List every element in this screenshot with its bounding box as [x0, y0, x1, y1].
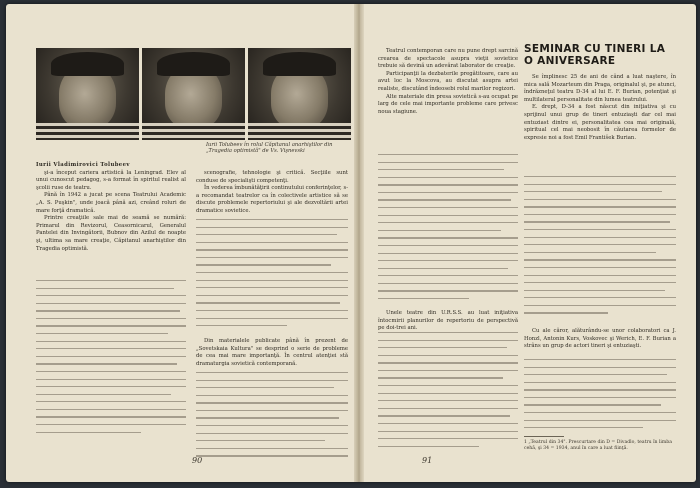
left-page [6, 4, 354, 482]
right-column-1 [378, 48, 518, 116]
striped-shirt [36, 123, 139, 140]
text-lines [378, 332, 518, 453]
text-lines [524, 359, 676, 435]
paragraph: scenografie, tehnologie şi critică. Secţiile sunt conduse de specialişti competenţi. [196, 170, 348, 184]
actor-photo-2 [142, 48, 245, 140]
striped-shirt [142, 123, 245, 140]
actor-photo-1 [36, 48, 139, 140]
paragraph: Se împlinesc 25 de ani de când a luat naştere, în mica sală Mozarteum din Praga, originalul şi, pe atunci, îndrăzneţul teatru D-34 al lui E. F. Burian, potenţiat şi multilateral personalitate din lumea teatrului. [524, 74, 676, 103]
text-lines [196, 219, 348, 333]
text-lines [196, 372, 348, 463]
paragraph: Alte materiale din presa sovietică s-au ocupat pe larg de cele mai importante probleme care privesc noua stagiune. [378, 93, 518, 115]
left-column-2b [196, 338, 348, 368]
paragraph: E. drept, D-34 a fost născut din iniţiativa şi cu sprijinul unui grup de tineri entuziaşti dar cel mai entuziast dintre ei, personalitatea cea mai originală, spiritual cel mai neobosit în căutarea formelor de expresie noi a fost Emil František Burian. [524, 104, 676, 141]
right-column-2b [524, 328, 676, 351]
right-column-1b [378, 310, 518, 333]
paragraph: Cu ale căror, alăturându-se unor colaboratori ca J. Honzl, Antonin Kurs, Voskovec şi Werich, E. F. Burian a strâns un grup de actori tineri şi entuziaşti. [524, 328, 676, 350]
paragraph: Până în 1942 a jucat pe scena Teatrului Academic „A. S. Puşkin", unde joacă până azi, creând roluri de mare forţă dramatică. [36, 192, 186, 214]
paragraph: În vederea îmbunătăţirii continutului conferinţelor, s-a recomandat teatrelor ca în colectivele artistice să se discute problemele repertoriului şi ale dezvoltării artei dramatice sovietice. [196, 185, 348, 214]
actor-cap [263, 52, 335, 76]
actor-cap [51, 52, 123, 76]
text-lines [36, 280, 186, 439]
paragraph: Unele teatre din U.R.S.S. au luat iniţiativa întocmirii planurilor de repertoriu de perspectivă pe doi-trei ani. [378, 310, 518, 332]
left-column-1 [36, 162, 186, 253]
photo-caption: Iurii Tolubeev în rolul Căpitanul anarhiştilor din „Tragedia optimistă" de Vs. Vişnevski [206, 142, 333, 155]
paragraph: Din materialele publicate până în prezent de „Sovetskaia Kultura" se desprind o serie de probleme de cea mai mare importanţă. În centrul atenţiei stă dramaturgia sovietică contemporană. [196, 338, 348, 367]
paragraph: şi-a început cariera artistică la Leningrad. Elev al unui cunoscut pedagog, s-a format în spiritul realist al şcolii ruse de teatru. [36, 169, 186, 191]
actor-photo-3 [248, 48, 351, 140]
book-spread [6, 4, 696, 482]
paragraph: Teatrul contemporan care nu pune drept sarcină crearea de spectacole asupra vieţii sovietice trebuie să devină un adevărat laborator de creaţie. [378, 48, 518, 70]
actor-name: Iurii Vladimirovici Tolubeev [36, 162, 130, 168]
paragraph: Printre creaţiile sale mai de seamă se numără: Primarul din Revizorul, Ceasornicarul, Generalul Pantelei din Invingătorii, Bubnov din Azilul de noapte şi, ultima sa mare creaţie, Căpitanul anarhiştilor din Tragedia optimistă. [36, 215, 186, 252]
actor-cap [157, 52, 229, 76]
page-number: 90 [192, 456, 203, 465]
page-number: 91 [422, 456, 433, 465]
text-lines [378, 154, 518, 306]
paragraph: Participanţii la dezbaterile pregătitoare, care au avut loc la Moscova, au discutat asupra artei realiste, discutând îndeosebi rolul marilor regizori. [378, 70, 518, 92]
striped-shirt [248, 123, 351, 140]
photo-strip [36, 48, 351, 140]
right-page [364, 4, 696, 482]
footnote-rule [524, 436, 564, 437]
right-column-2 [524, 74, 676, 142]
text-lines [524, 176, 676, 320]
article-headline: SEMINAR CU TINERI LA O ANIVERSARE [524, 43, 666, 67]
left-column-2 [196, 170, 348, 216]
footnote: 1 „Teatrul din 34". Prescurtare din D = Divadlo, teatru în limba cehă, şi 34 = 1934, anul în care a luat fiinţă. [524, 440, 672, 451]
book-gutter [354, 4, 364, 482]
